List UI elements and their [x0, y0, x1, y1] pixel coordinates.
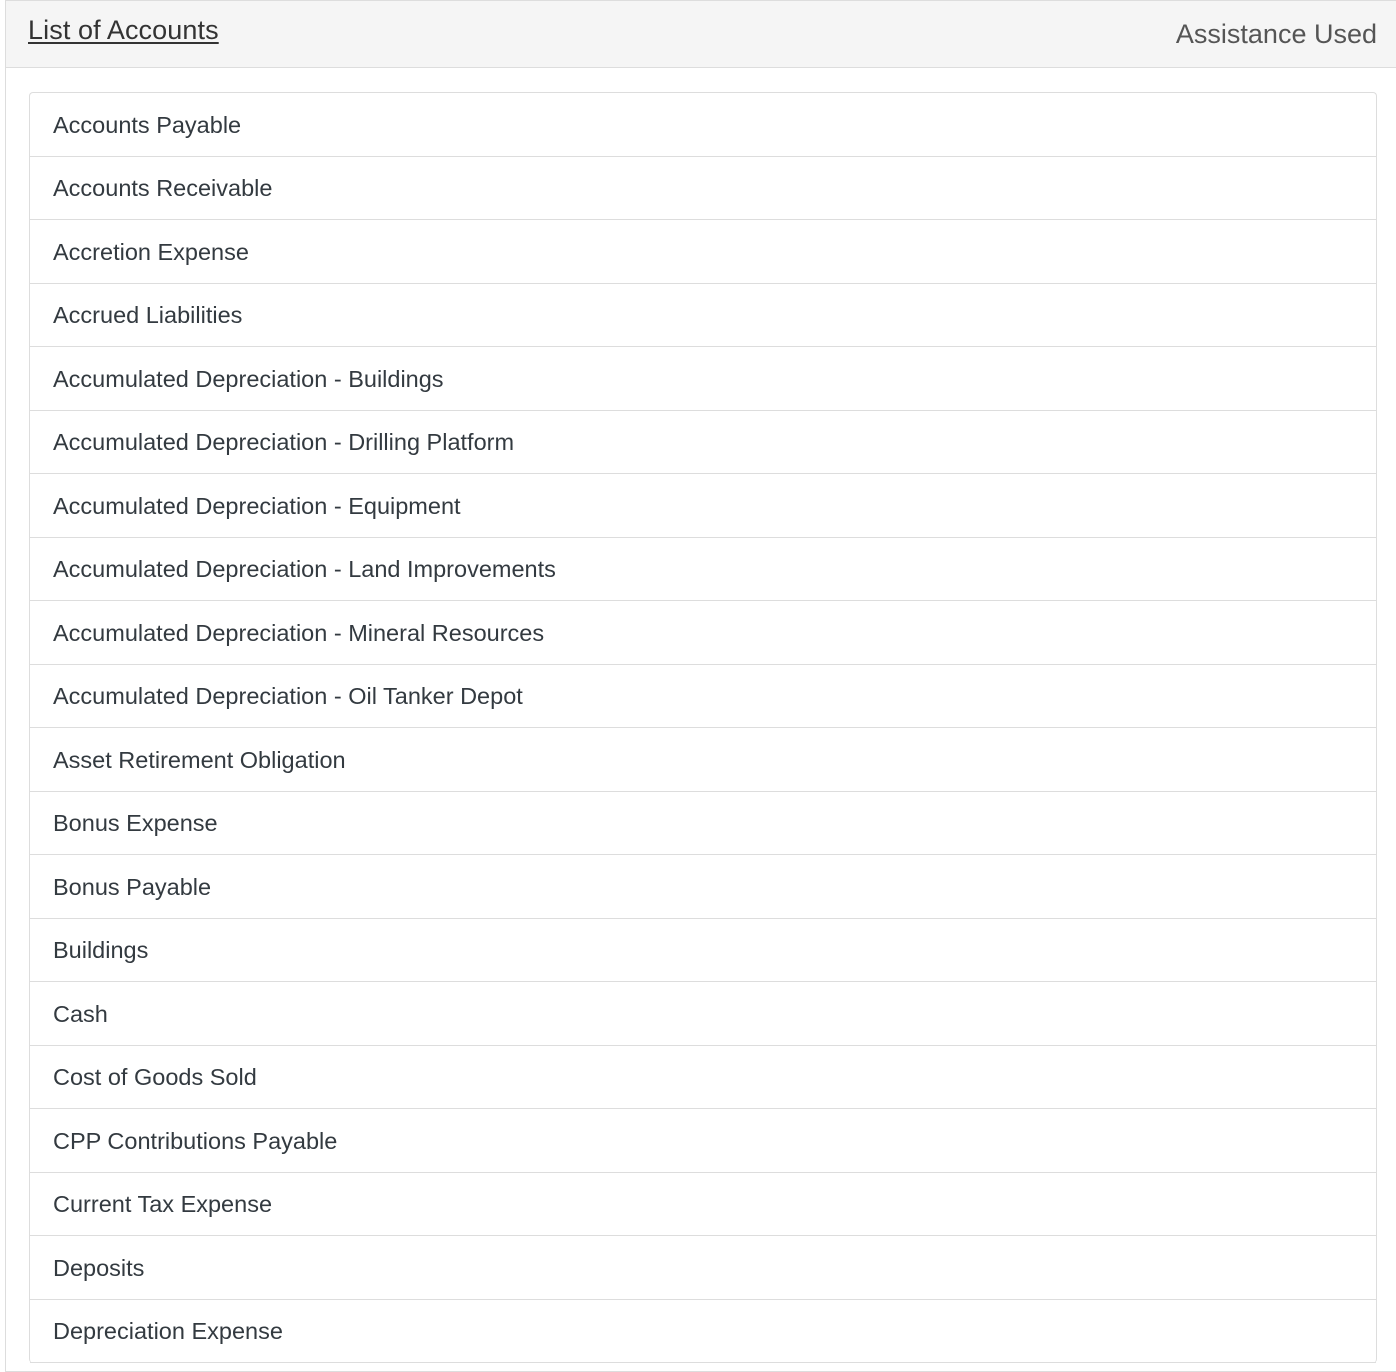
account-name: Accounts Payable: [53, 111, 242, 138]
account-name: Current Tax Expense: [53, 1191, 273, 1218]
account-name: Accumulated Depreciation - Oil Tanker Depot: [53, 683, 523, 710]
accounts-panel: [5, 0, 1396, 1372]
account-list-item[interactable]: [30, 601, 1376, 665]
account-list-item[interactable]: [30, 157, 1376, 221]
account-name: Accretion Expense: [53, 238, 249, 265]
account-name: Accumulated Depreciation - Equipment: [53, 492, 461, 519]
account-name: Accumulated Depreciation - Drilling Platform: [53, 429, 515, 456]
account-list-item[interactable]: [30, 665, 1376, 729]
account-list-item[interactable]: [30, 538, 1376, 602]
list-of-accounts-link[interactable]: List of Accounts: [28, 15, 219, 45]
account-name: Cost of Goods Sold: [53, 1064, 257, 1091]
account-list-item[interactable]: [30, 411, 1376, 475]
account-list-item[interactable]: [30, 474, 1376, 538]
account-name: Depreciation Expense: [53, 1318, 283, 1345]
account-name: Accumulated Depreciation - Land Improvements: [53, 556, 556, 583]
account-list-item[interactable]: [30, 1173, 1376, 1237]
account-list-item[interactable]: [30, 220, 1376, 284]
account-name: Accounts Receivable: [53, 175, 273, 202]
account-name: Accumulated Depreciation - Mineral Resources: [53, 619, 545, 646]
account-list-item[interactable]: [30, 1046, 1376, 1110]
account-name: Accumulated Depreciation - Buildings: [53, 365, 444, 392]
account-name: Accrued Liabilities: [53, 302, 243, 329]
account-list-item[interactable]: [30, 284, 1376, 348]
account-name: Buildings: [53, 937, 149, 964]
account-list-item[interactable]: [30, 1300, 1376, 1364]
account-list: [29, 92, 1377, 1363]
assistance-used-label: Assistance Used: [1175, 19, 1377, 49]
panel-header: [6, 1, 1396, 68]
account-list-item[interactable]: [30, 855, 1376, 919]
account-name: Asset Retirement Obligation: [53, 746, 346, 773]
account-name: Deposits: [53, 1254, 145, 1281]
account-list-item[interactable]: [30, 728, 1376, 792]
account-name: Cash: [53, 1000, 108, 1027]
account-list-item[interactable]: [30, 1236, 1376, 1300]
account-list-item[interactable]: [30, 982, 1376, 1046]
account-list-item[interactable]: [30, 919, 1376, 983]
account-name: Bonus Payable: [53, 873, 212, 900]
account-list-item[interactable]: [30, 1109, 1376, 1173]
account-list-item[interactable]: [30, 347, 1376, 411]
account-name: CPP Contributions Payable: [53, 1127, 338, 1154]
account-name: Bonus Expense: [53, 810, 218, 837]
account-list-item[interactable]: [30, 93, 1376, 157]
account-list-item[interactable]: [30, 792, 1376, 856]
